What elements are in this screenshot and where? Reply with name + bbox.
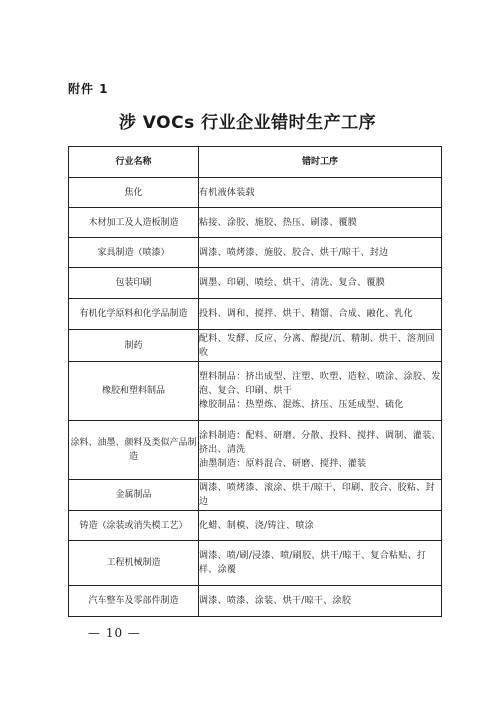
industry-name-cell: 汽车整车及零部件制造 [69,586,199,617]
process-cell [199,480,442,511]
table-row [69,586,442,617]
table-header-row [69,147,442,178]
table-row [69,541,442,586]
process-cell [199,268,442,299]
table-row [69,178,442,208]
process-line: 化蜡、制模、浇/铸注、喷涂 [199,520,314,531]
process-cell [199,330,442,362]
table-row [69,299,442,330]
process-cell [199,586,442,617]
attachment-label: 附件 1 [68,82,109,96]
process-cell [199,178,442,208]
process-cell [199,541,442,586]
industry-name-cell: 铸造（涂装或消失模工艺） [69,511,199,541]
industry-name-cell: 工程机械制造 [69,541,199,586]
process-cell [199,299,442,330]
table-row [69,511,442,541]
process-line: 粘接、涂胶、施胶、热压、刷漆、覆膜 [199,217,358,228]
process-cell [199,511,442,541]
process-line: 有机液体装载 [199,187,255,198]
header-process: 错时工序 [199,147,442,178]
process-line: 投料、调和、搅拌、烘干、精馏、合成、融化、乳化 [199,309,413,319]
industry-name-cell: 家具制造（喷漆） [69,238,199,268]
process-cell [199,208,442,238]
process-line: 涂料制造：配料、研磨、分散、投料、搅拌、调制、灌装、挤出、清洗 [199,431,441,455]
process-line: 塑料制品：挤出成型、注塑、吹塑、造粒、喷涂、涂胶、发泡、复合、印刷、烘干 [199,372,441,396]
process-cell [199,362,442,421]
industry-name-cell: 制药 [69,330,199,362]
industry-name-cell: 金属制品 [69,480,199,511]
table-row [69,330,442,362]
header-industry-name: 行业名称 [69,147,199,178]
table-row [69,238,442,268]
industry-name-cell: 焦化 [69,178,199,208]
industry-name-cell: 橡胶和塑料制品 [69,362,199,421]
process-line: 调漆、喷烤漆、施胶、胶合、烘干/晾干、封边 [199,247,389,258]
table-row [69,208,442,238]
process-cell [199,238,442,268]
table-row [69,362,442,421]
industry-name-cell: 木材加工及人造板制造 [69,208,199,238]
process-line: 调墨、印刷、喷绘、烘干、清洗、复合、覆膜 [199,278,386,288]
page-title: 涉 VOCs 行业企业错时生产工序 [118,113,377,133]
process-line: 配料、发酵、反应、分离、醇提/沉、精制、烘干、溶剂回收 [199,333,435,358]
industry-name-cell: 包装印刷 [69,268,199,299]
process-line: 橡胶制品：热塑炼、混炼、挤压、压延成型、硫化 [199,400,404,410]
process-cell [199,421,442,480]
industry-name-cell: 有机化学原料和化学品制造 [69,299,199,330]
process-line: 调漆、喷/刷/浸漆、喷/刷胶、烘干/晾干、复合粘贴、打样、涂覆 [199,551,427,575]
page-number: — 10 — [88,626,141,640]
table-row [69,268,442,299]
process-line: 油墨制造：原料混合、研磨、搅拌、灌装 [199,459,367,469]
industry-name-cell: 涂料、油墨、颜料及类似产品制造 [69,421,199,480]
process-line: 调漆、喷烤漆、滚涂、烘干/晾干、印刷、胶合、胶粘、封边 [199,483,435,507]
process-line: 调漆、喷漆、涂装、烘干/晾干、涂胶 [199,596,352,606]
table-row [69,421,442,480]
table-row [69,480,442,511]
process-table [68,146,442,617]
